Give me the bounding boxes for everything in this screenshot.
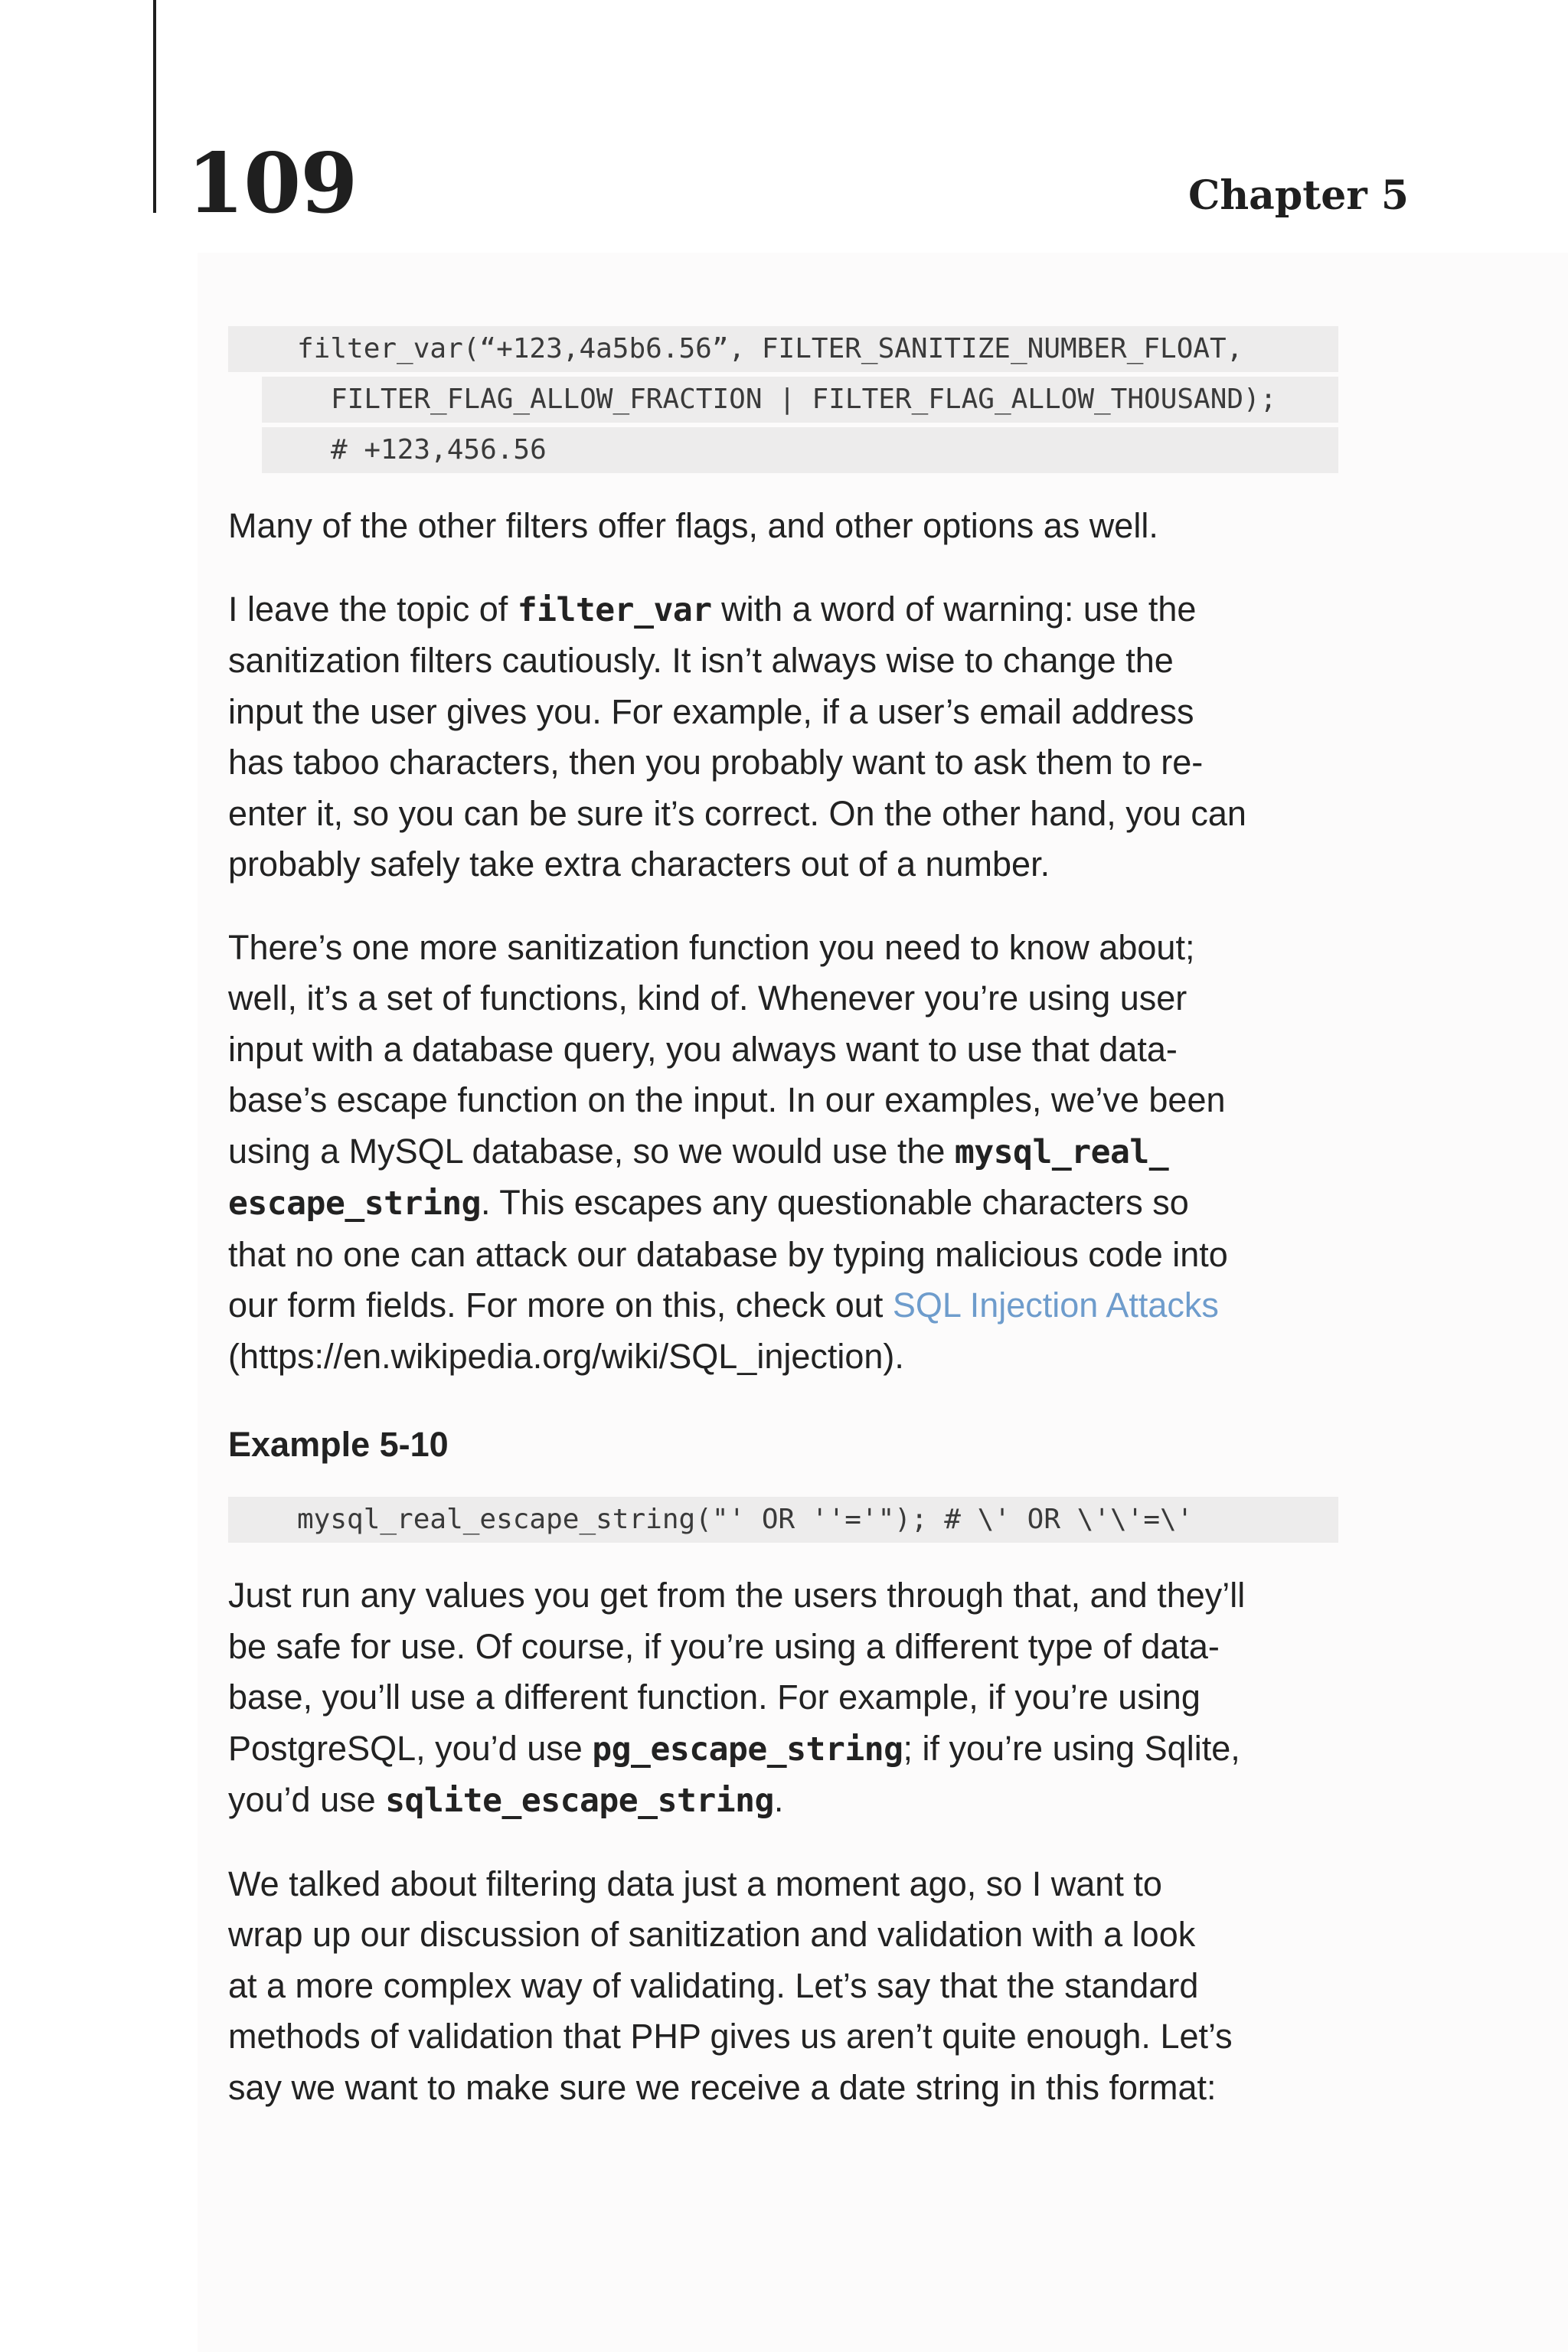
- example-heading: Example 5-10: [228, 1425, 449, 1464]
- paragraph: There’s one more sanitization function you need to know about; well, it’s a set of functions, kind of. Whenever you’re using user input with a database query, you always want to use that data- base’s escape function on the input. In our examples, we’ve been using a MySQL database, so we would use the mysql_real_ escape_string. This escapes any questionable characters so that no one can attack our database by typing malicious code into our form fields. For more on this, check out SQL Injection Attacks (https://en.wikipedia.org/wiki/SQL_injection).: [228, 927, 1228, 1376]
- paragraph: I leave the topic of filter_var with a word of warning: use the sanitization filters cautiously. It isn’t always wise to change the input the user gives you. For example, if a user’s email address has taboo characters, then you probably want to ask them to re- enter it, so you can be sure it’s correct. On the other hand, you can probably safely take extra characters out of a number.: [228, 589, 1246, 884]
- page-number: 109: [187, 136, 358, 232]
- code-line: filter_var(“+123,4a5b6.56”, FILTER_SANITIZE_NUMBER_FLOAT,: [228, 326, 1338, 372]
- code-line: FILTER_FLAG_ALLOW_FRACTION | FILTER_FLAG_ALLOW_THOUSAND);: [262, 377, 1338, 423]
- chapter-title: Chapter 5: [1187, 172, 1409, 219]
- inline-code: filter_var: [517, 590, 712, 629]
- paragraph: We talked about filtering data just a moment ago, so I want to wrap up our discussion of sanitization and validation with a look at a more complex way of validating. Let’s say that the standard methods of validation that PHP gives us aren’t quite enough. Let’s say we want to make sure we receive a date string in this format:: [228, 1864, 1233, 2107]
- paragraph: Many of the other filters offer flags, and other options as well.: [228, 506, 1158, 545]
- sql-injection-link[interactable]: SQL Injection Attacks: [892, 1285, 1219, 1325]
- code-line: # +123,456.56: [262, 427, 1338, 473]
- page-content: [228, 326, 1338, 2113]
- code-block: mysql_real_escape_string("' OR ''='"); # \' OR \'\'=\': [228, 1497, 1338, 1543]
- inline-code: mysql_real_: [954, 1132, 1169, 1171]
- paragraph: Just run any values you get from the users through that, and they’ll be safe for use. Of course, if you’re using a different type of data- base, you’ll use a different function. For example, if you’re using PostgreSQL, you’d use pg_escape_string; if you’re using Sqlite, you’d use sqlite_escape_string.: [228, 1576, 1246, 1820]
- code-block: [228, 326, 1338, 473]
- inline-code: escape_string: [228, 1184, 482, 1223]
- inline-code: pg_escape_string: [592, 1730, 903, 1769]
- header-rule: [153, 0, 156, 213]
- inline-code: sqlite_escape_string: [385, 1782, 774, 1820]
